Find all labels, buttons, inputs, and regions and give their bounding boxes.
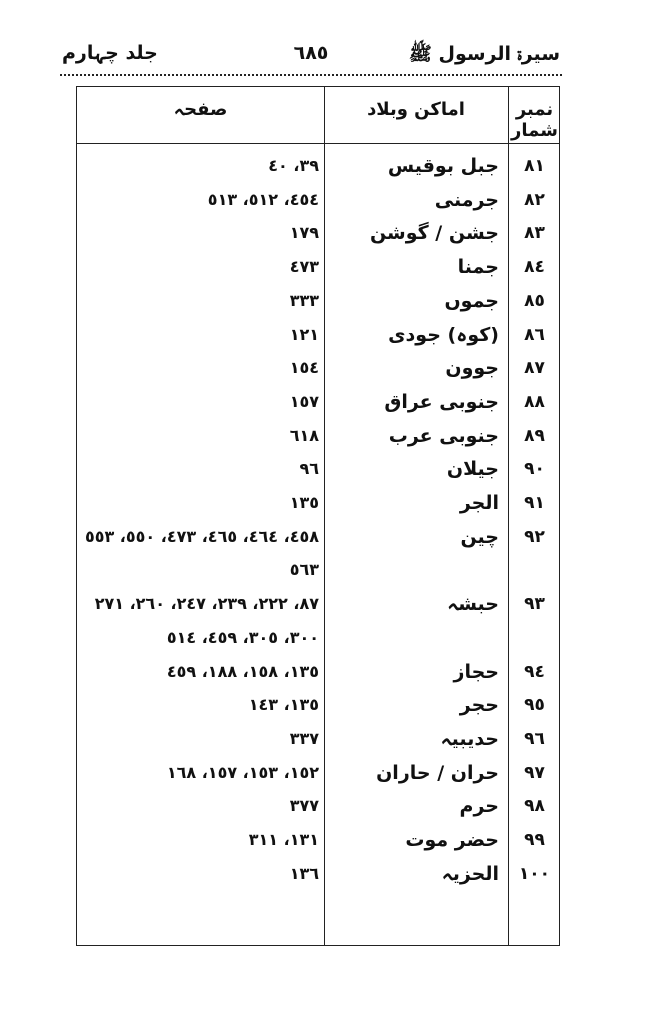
- row-pages: ١٣١، ٣١١: [248, 830, 319, 849]
- header-row-divider: [77, 143, 559, 144]
- row-number: ٨٩: [524, 425, 545, 446]
- row-pages: ١٣٥، ١٤٣: [248, 695, 319, 715]
- row-pages: ٦١٨: [289, 425, 319, 445]
- row-number: ٩٤: [524, 661, 545, 682]
- page-header: [62, 42, 560, 78]
- row-pages: ٤٥٨، ٤٦٤، ٤٦٥، ٤٧٣، ٥٥٠، ٥٥٣: [84, 526, 319, 546]
- row-number: ٩٣: [524, 594, 545, 615]
- row-place: جموں: [444, 289, 499, 312]
- row-number: ٩٩: [524, 830, 545, 850]
- row-number: ٨٢: [524, 189, 545, 210]
- row-pages: ١٥٧: [289, 391, 319, 411]
- row-pages: ٨٧، ٢٢٢، ٢٣٩، ٢٤٧، ٢٦٠، ٢٧١: [94, 594, 319, 614]
- row-place: حرم: [459, 795, 499, 818]
- book-title: سیرۃ الرسول ﷺ: [408, 43, 560, 65]
- row-pages: ٣٣٣: [289, 290, 319, 310]
- row-place: جوون: [445, 357, 499, 380]
- header-divider: [60, 74, 562, 76]
- row-pages: ٣٠٠، ٣٠٥، ٤٥٩، ٥١٤: [166, 627, 319, 647]
- column-header-pages: صفحہ: [173, 99, 228, 120]
- table-row: [77, 621, 561, 655]
- row-place: جرمنی: [434, 188, 499, 211]
- row-pages: ١٢١: [289, 324, 319, 344]
- row-pages: ١٥٤: [289, 358, 319, 378]
- row-number: ٩٧: [524, 762, 545, 783]
- table-row: [77, 520, 561, 554]
- row-place: حدیبیہ: [440, 727, 499, 750]
- row-number: ٩٢: [524, 526, 545, 547]
- row-number: ٨٥: [524, 290, 545, 311]
- table-row: [77, 419, 561, 453]
- row-pages: ٤٥٤، ٥١٢، ٥١٣: [207, 189, 319, 209]
- row-pages: ١٥٢، ١٥٣، ١٥٧، ١٦٨: [166, 762, 319, 782]
- volume-label: جلد چہارم: [62, 42, 158, 64]
- table-row: [77, 452, 561, 486]
- row-number: ٨٦: [524, 324, 545, 345]
- row-number: ٩٨: [524, 796, 545, 817]
- row-number: ٨٤: [524, 257, 545, 278]
- table-row: [77, 722, 561, 756]
- table-row: [77, 318, 561, 352]
- index-table: [76, 86, 560, 946]
- row-pages: ٣٩، ٤٠: [268, 156, 319, 175]
- table-row: [77, 553, 561, 587]
- row-place: [333, 553, 499, 587]
- row-pages: ١٣٦: [289, 863, 319, 883]
- row-place: حبشہ: [447, 593, 499, 616]
- row-pages: ٣٣٧: [289, 728, 319, 748]
- row-place: چین: [460, 525, 499, 548]
- table-row: [77, 587, 561, 621]
- row-place: حجر: [459, 694, 499, 717]
- row-place: حران / حاران: [376, 761, 499, 784]
- row-number: ٨٧: [524, 358, 545, 379]
- row-number: ١٠٠: [518, 863, 551, 884]
- column-header-place: اماکن وبلاد: [367, 99, 465, 120]
- row-pages: ٥٦٣: [289, 560, 319, 580]
- table-row: [77, 756, 561, 790]
- row-pages: ١٣٥: [289, 493, 319, 512]
- table-row: [77, 284, 561, 318]
- table-row: [77, 250, 561, 284]
- row-place: جنوبی عرب: [388, 424, 499, 447]
- row-place: جنوبی عراق: [384, 390, 499, 413]
- row-pages: ١٣٥، ١٥٨، ١٨٨، ٤٥٩: [166, 661, 319, 681]
- table-row: [77, 789, 561, 823]
- row-place: حجاز: [453, 660, 499, 683]
- row-pages: ٩٦: [299, 459, 319, 479]
- table-row: [77, 183, 561, 217]
- column-header-number: نمبر شمار: [511, 99, 558, 141]
- row-number: [508, 621, 561, 655]
- table-row: [77, 857, 561, 891]
- row-number: ٨٨: [524, 391, 545, 412]
- row-number: ٨٣: [524, 223, 545, 244]
- table-row: [77, 216, 561, 250]
- row-pages: ٣٧٧: [289, 796, 319, 816]
- row-number: ٩٦: [524, 728, 545, 749]
- table-row: [77, 149, 561, 183]
- row-pages: ٤٧٣: [289, 257, 319, 277]
- row-number: ٩٠: [524, 459, 545, 480]
- table-row: [77, 486, 561, 520]
- table-row: [77, 688, 561, 722]
- row-place: الحزیہ: [441, 862, 499, 885]
- row-place: جبل بوقیس: [387, 155, 499, 177]
- row-number: ٨١: [524, 156, 545, 176]
- row-place: [333, 621, 499, 655]
- page-number: ٦٨٥: [293, 42, 329, 64]
- table-row: [77, 351, 561, 385]
- row-place: (کوہ) جودی: [388, 323, 499, 346]
- table-row: [77, 655, 561, 689]
- row-number: [508, 553, 561, 587]
- row-place: جشن / گوشن: [369, 222, 499, 245]
- row-pages: ١٧٩: [289, 223, 319, 243]
- row-place: جمنا: [457, 256, 499, 279]
- row-place: حضر موت: [405, 829, 499, 851]
- row-number: ٩٥: [524, 695, 545, 716]
- row-place: جیلان: [446, 458, 499, 481]
- row-place: الجر: [459, 492, 499, 514]
- table-row: [77, 385, 561, 419]
- table-row: [77, 823, 561, 857]
- row-number: ٩١: [524, 493, 545, 513]
